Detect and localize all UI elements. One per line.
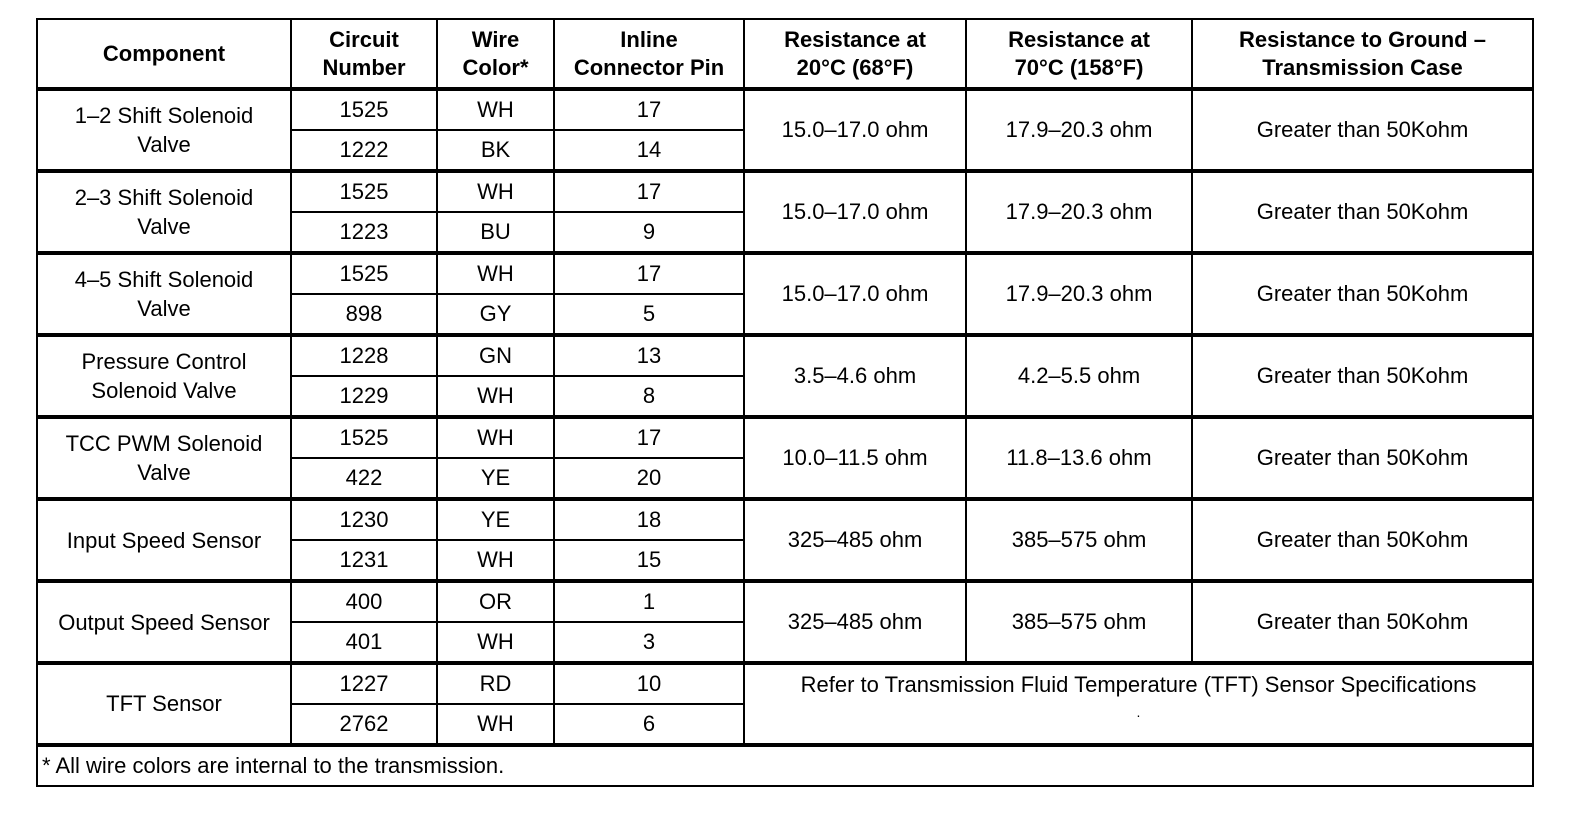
resistance-20c-cell: 10.0–11.5 ohm <box>744 417 966 499</box>
connector-pin-cell: 13 <box>554 335 744 376</box>
component-name-line1: 4–5 Shift Solenoid <box>74 267 254 292</box>
wire-color-cell: RD <box>437 663 554 704</box>
connector-pin-cell: 5 <box>554 294 744 335</box>
resistance-20c-cell: 325–485 ohm <box>744 499 966 581</box>
resistance-ground-cell: Greater than 50Kohm <box>1192 89 1533 171</box>
component-name-line1: Input Speed Sensor <box>66 527 262 553</box>
component-cell <box>37 89 291 171</box>
footnote-row <box>37 745 1533 786</box>
component-name-line2: Solenoid Valve <box>91 378 237 403</box>
table-row <box>37 335 1533 376</box>
resistance-70c-cell: 17.9–20.3 ohm <box>966 89 1192 171</box>
circuit-number-cell: 1525 <box>291 171 437 212</box>
circuit-number-cell: 1231 <box>291 540 437 581</box>
component-cell: TFT Sensor <box>37 663 291 745</box>
table-row <box>37 417 1533 458</box>
circuit-number-cell: 1525 <box>291 89 437 130</box>
resistance-70c-cell: 385–575 ohm <box>966 499 1192 581</box>
connector-pin-cell: 9 <box>554 212 744 253</box>
circuit-number-cell: 1222 <box>291 130 437 171</box>
circuit-number-cell: 898 <box>291 294 437 335</box>
resistance-70c-cell: 11.8–13.6 ohm <box>966 417 1192 499</box>
header-resistance-70c: Resistance at 70°C (158°F) <box>966 19 1192 89</box>
component-name-line2: Valve <box>137 296 191 321</box>
component-name-line2: Valve <box>137 214 191 239</box>
header-row <box>37 19 1533 89</box>
resistance-70c-cell: 17.9–20.3 ohm <box>966 171 1192 253</box>
wire-color-cell: BK <box>437 130 554 171</box>
header-circuit-number: Circuit Number <box>291 19 437 89</box>
connector-pin-cell: 17 <box>554 253 744 294</box>
circuit-number-cell: 422 <box>291 458 437 499</box>
connector-pin-cell: 3 <box>554 622 744 663</box>
wire-color-cell: GN <box>437 335 554 376</box>
resistance-20c-cell: 15.0–17.0 ohm <box>744 253 966 335</box>
component-cell <box>37 581 291 663</box>
component-name-line1: TCC PWM Solenoid <box>65 431 263 456</box>
connector-pin-cell: 18 <box>554 499 744 540</box>
component-name-line1: 2–3 Shift Solenoid <box>74 185 254 210</box>
tft-spec-dot: . <box>1136 704 1141 720</box>
component-cell <box>37 417 291 499</box>
header-resistance-20c: Resistance at 20°C (68°F) <box>744 19 966 89</box>
wire-color-cell: BU <box>437 212 554 253</box>
wire-color-cell: WH <box>437 417 554 458</box>
table-row <box>37 499 1533 540</box>
connector-pin-cell: 15 <box>554 540 744 581</box>
circuit-number-cell: 1227 <box>291 663 437 704</box>
wire-color-cell: WH <box>437 89 554 130</box>
header-wire-color: Wire Color* <box>437 19 554 89</box>
table-row <box>37 663 1533 704</box>
resistance-ground-cell: Greater than 50Kohm <box>1192 417 1533 499</box>
resistance-ground-cell: Greater than 50Kohm <box>1192 581 1533 663</box>
wire-color-cell: WH <box>437 171 554 212</box>
header-resistance-ground: Resistance to Ground – Transmission Case <box>1192 19 1533 89</box>
connector-pin-cell: 8 <box>554 376 744 417</box>
table-row <box>37 89 1533 130</box>
tft-spec-note-cell <box>744 663 1533 745</box>
wire-color-cell: WH <box>437 540 554 581</box>
wire-color-cell: YE <box>437 458 554 499</box>
tft-spec-note: Refer to Transmission Fluid Temperature (TFT) Sensor Specifications <box>800 672 1477 697</box>
circuit-number-cell: 1525 <box>291 253 437 294</box>
resistance-20c-cell: 15.0–17.0 ohm <box>744 89 966 171</box>
circuit-number-cell: 1228 <box>291 335 437 376</box>
table-row <box>37 171 1533 212</box>
wire-color-cell: WH <box>437 704 554 745</box>
resistance-ground-cell: Greater than 50Kohm <box>1192 253 1533 335</box>
component-name-line2: Valve <box>137 132 191 157</box>
resistance-20c-cell: 325–485 ohm <box>744 581 966 663</box>
connector-pin-cell: 6 <box>554 704 744 745</box>
connector-pin-cell: 17 <box>554 89 744 130</box>
circuit-number-cell: 401 <box>291 622 437 663</box>
resistance-20c-cell: 3.5–4.6 ohm <box>744 335 966 417</box>
wire-color-cell: WH <box>437 622 554 663</box>
resistance-ground-cell: Greater than 50Kohm <box>1192 335 1533 417</box>
component-cell <box>37 253 291 335</box>
header-component: Component <box>37 19 291 89</box>
component-cell <box>37 499 291 581</box>
wire-color-cell: WH <box>437 376 554 417</box>
connector-pin-cell: 10 <box>554 663 744 704</box>
resistance-ground-cell: Greater than 50Kohm <box>1192 499 1533 581</box>
circuit-number-cell: 1230 <box>291 499 437 540</box>
component-name-line1: 1–2 Shift Solenoid <box>74 103 254 128</box>
wire-color-cell: WH <box>437 253 554 294</box>
component-name-line2: Valve <box>137 460 191 485</box>
component-name-line1: Output Speed Sensor <box>58 609 270 635</box>
footnote: * All wire colors are internal to the transmission. <box>37 745 1533 786</box>
table-row <box>37 253 1533 294</box>
spec-body <box>37 89 1533 786</box>
spec-table <box>36 18 1534 787</box>
circuit-number-cell: 400 <box>291 581 437 622</box>
resistance-70c-cell: 17.9–20.3 ohm <box>966 253 1192 335</box>
component-cell <box>37 171 291 253</box>
resistance-20c-cell: 15.0–17.0 ohm <box>744 171 966 253</box>
wire-color-cell: GY <box>437 294 554 335</box>
circuit-number-cell: 1229 <box>291 376 437 417</box>
connector-pin-cell: 20 <box>554 458 744 499</box>
resistance-70c-cell: 385–575 ohm <box>966 581 1192 663</box>
connector-pin-cell: 17 <box>554 417 744 458</box>
wire-color-cell: OR <box>437 581 554 622</box>
wire-color-cell: YE <box>437 499 554 540</box>
connector-pin-cell: 14 <box>554 130 744 171</box>
circuit-number-cell: 1223 <box>291 212 437 253</box>
connector-pin-cell: 1 <box>554 581 744 622</box>
resistance-ground-cell: Greater than 50Kohm <box>1192 171 1533 253</box>
component-cell <box>37 335 291 417</box>
resistance-70c-cell: 4.2–5.5 ohm <box>966 335 1192 417</box>
connector-pin-cell: 17 <box>554 171 744 212</box>
component-name-line1: Pressure Control <box>81 349 247 374</box>
header-connector-pin: Inline Connector Pin <box>554 19 744 89</box>
table-row <box>37 581 1533 622</box>
circuit-number-cell: 2762 <box>291 704 437 745</box>
circuit-number-cell: 1525 <box>291 417 437 458</box>
